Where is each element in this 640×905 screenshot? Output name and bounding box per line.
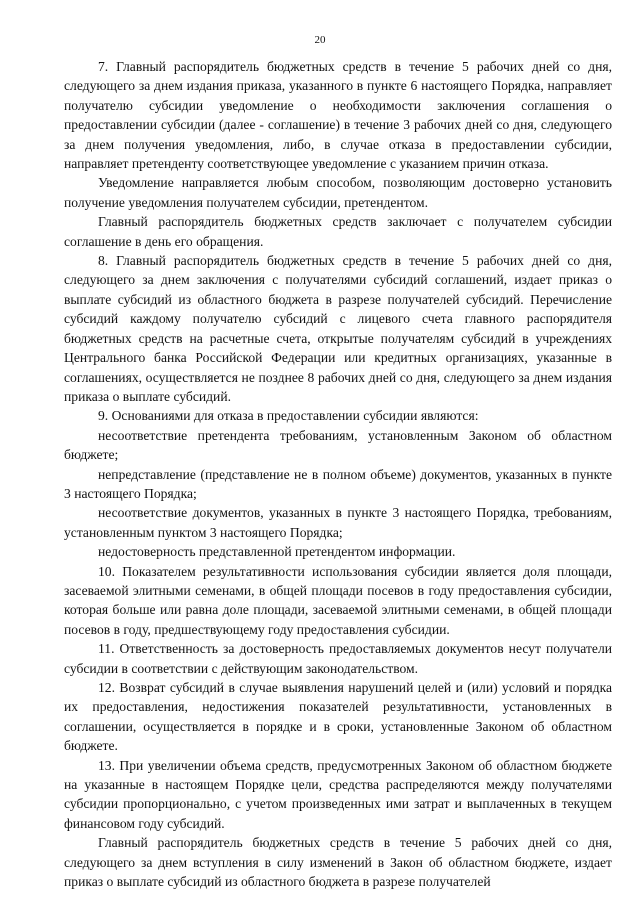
paragraph-agreement-day: Главный распорядитель бюджетных средств заключает с получателем субсидии соглашение в день его обращения.	[64, 214, 612, 249]
refusal-ground-4: недостоверность представленной претендентом информации.	[98, 544, 456, 560]
paragraph-13-continuation: Главный распорядитель бюджетных средств в течение 5 рабочих дней со дня, следующего за днем вступления в силу изменений в Закон об областном бюджете, издает приказ о выплате субсидий из областного бюджета в разрезе получателей	[64, 835, 612, 890]
refusal-ground-2: непредставление (представление не в полном объеме) документов, указанных в пункте 3 настоящего Порядка;	[64, 466, 612, 501]
refusal-ground-3: несоответствие документов, указанных в пункте 3 настоящего Порядка, требованиям, установленным пунктом 3 настоящего Порядка;	[64, 505, 612, 540]
document-body	[64, 57, 612, 891]
paragraph-notification-method: Уведомление направляется любым способом, позволяющим достоверно установить получение уведомления получателем субсидии, претендентом.	[64, 175, 612, 210]
paragraph-12: 12. Возврат субсидий в случае выявления нарушений целей и (или) условий и порядка их предоставления, недостижения показателей результативности, установленных в соглашении, осуществляется в порядке и в сроки, установленные Законом об областном бюджете.	[64, 680, 612, 754]
paragraph-10: 10. Показателем результативности использования субсидии является доля площади, засеваемой элитными семенами, в общей площади посевов в году предоставления субсидии, которая больше или равна доле площади, засеваемой элитными семенами, в общей площади посевов в году, предшествующему году предоставления субсидии.	[64, 563, 612, 637]
paragraph-7: 7. Главный распорядитель бюджетных средств в течение 5 рабочих дней со дня, следующего за днем издания приказа, указанного в пункте 6 настоящего Порядка, направляет получателю субсидии уведомление о необходимости заключения соглашения о предоставлении субсидии (далее - соглашение) в течение 3 рабочих дней со дня, следующего за днем получения уведомления, либо, в случае отказа в предоставлении субсидии, направляет претенденту соответствующее уведомление с указанием причин отказа.	[64, 59, 612, 172]
paragraph-9: 9. Основаниями для отказа в предоставлении субсидии являются:	[98, 408, 479, 424]
page-number: 20	[314, 34, 326, 46]
paragraph-13: 13. При увеличении объема средств, предусмотренных Законом об областном бюджете на указанные в настоящем Порядке цели, средства распределяются между получателями субсидии пропорционально, с учетом произведенных ими затрат и выплаченных в текущем финансовом году субсидий.	[64, 757, 612, 831]
refusal-ground-1: несоответствие претендента требованиям, установленным Законом об областном бюджете;	[64, 427, 612, 463]
paragraph-8: 8. Главный распорядитель бюджетных средств в течение 5 рабочих дней со дня, следующего за днем заключения с получателями субсидий соглашений, издает приказ о выплате субсидий из областного бюджета в разрезе получателей субсидий. Перечисление субсидий каждому получателю субсидий с лицевого счета главного распорядителя бюджетных средств на расчетные счета, открытые получателям субсидий в учреждениях Центрального банка Российской Федерации или кредитных организациях, указанные в соглашениях, осуществляется не позднее 8 рабочих дней со дня, следующего за днем издания приказа о выплате субсидий.	[64, 253, 612, 404]
paragraph-11: 11. Ответственность за достоверность предоставляемых документов несут получатели субсидии в соответствии с действующим законодательством.	[64, 641, 612, 676]
